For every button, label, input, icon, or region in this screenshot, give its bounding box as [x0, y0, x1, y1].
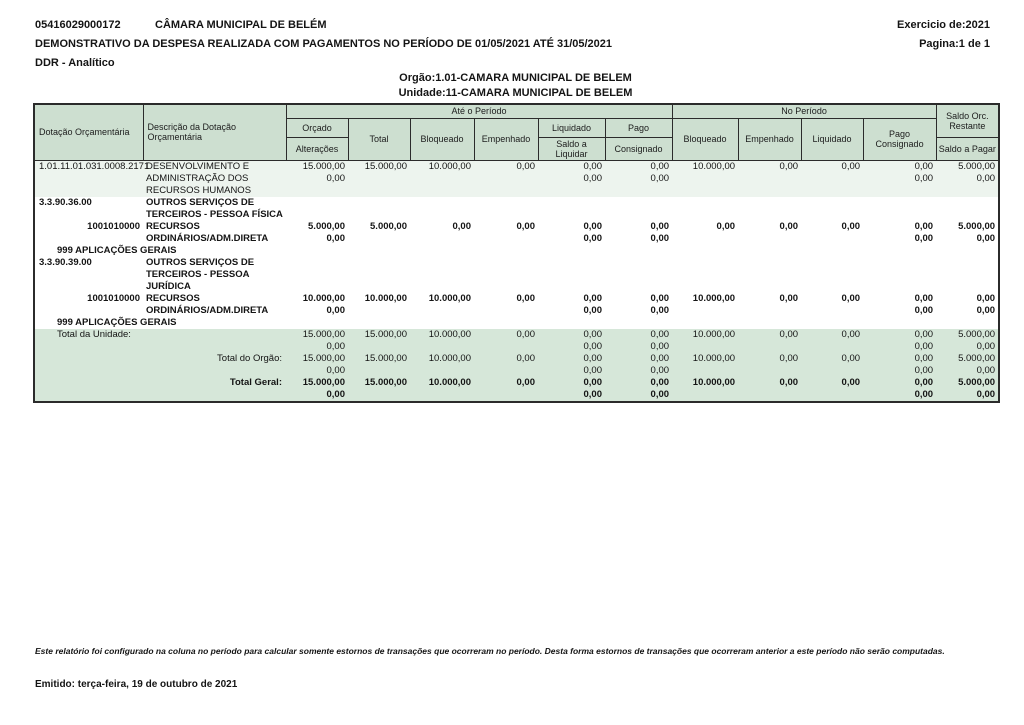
totals-value: 15.000,00 [348, 377, 410, 402]
row-value: 0,00 0,00 [863, 160, 936, 197]
row-value: 0,00 0,00 [583, 220, 602, 244]
totals-value: 10.000,00 [410, 377, 474, 402]
row-value: 0,00 [738, 160, 801, 197]
row-group-label: 999 APLICAÇÕES GERAIS [57, 244, 177, 256]
header-orcado: Orçado [286, 118, 348, 137]
header-group-ate-periodo: Até o Período [286, 104, 672, 118]
totals-value: 0,00 0,00 [863, 377, 936, 402]
table-row [34, 245, 999, 257]
totals-value: 0,00 [474, 377, 538, 402]
totals-row [34, 329, 999, 353]
row-value [474, 257, 538, 293]
row-value: 10.000,00 [428, 292, 471, 304]
table-row [34, 293, 999, 317]
header-alteracoes: Alterações [286, 137, 348, 160]
row-value [410, 197, 474, 221]
totals-value: 0,00 0,00 [605, 353, 672, 377]
header-saldo-orc-restante: Saldo Orc. Restante [936, 104, 999, 137]
footer-note: Este relatório foi configurado na coluna no período para calcular somente estornos de transações que ocorreram no período. Desta forma estornos de transações que ocorreram anterior a este período não serão computadas. [35, 646, 945, 656]
report-title: DEMONSTRATIVO DA DESPESA REALIZADA COM PAGAMENTOS NO PERÍODO DE 01/05/2021 ATÉ 31/05/2021 [35, 38, 613, 50]
row-value: 5.000,00 [370, 220, 407, 232]
table-totals [34, 329, 999, 402]
totals-value: 10.000,00 [672, 353, 738, 377]
orgao-line: Orgão:1.01-CAMARA MUNICIPAL DE BELEM [399, 72, 632, 84]
row-value: 0,00 [516, 220, 535, 232]
row-value: 10.000,00 [364, 292, 407, 304]
totals-value: 5.000,00 0,00 [936, 329, 999, 353]
header-total: Total [348, 118, 410, 160]
row-value [410, 257, 474, 293]
header-np-liquidado: Liquidado [801, 118, 863, 160]
totals-value: 0,00 0,00 [863, 353, 936, 377]
table-row [34, 257, 999, 293]
row-code: 1001010000 [87, 220, 140, 232]
totals-value: 0,00 0,00 [538, 377, 605, 402]
row-description: DESENVOLVIMENTO E ADMINISTRAÇÃO DOS RECURSOS HUMANOS [143, 160, 286, 197]
table-body [34, 160, 999, 329]
row-value: 0,00 [841, 292, 861, 304]
row-value [936, 197, 999, 221]
totals-value: 15.000,00 [348, 353, 410, 377]
row-value [738, 257, 801, 293]
row-value: 5.000,00 0,00 [308, 220, 345, 244]
totals-value: 0,00 0,00 [538, 329, 605, 353]
totals-value: 0,00 [474, 353, 538, 377]
company-code: 05416029000172 [35, 19, 121, 31]
row-value: 10.000,00 [692, 292, 736, 304]
row-value: 0,00 [801, 160, 863, 197]
totals-spacer [143, 329, 286, 353]
totals-value: 0,00 0,00 [863, 329, 936, 353]
totals-value: 0,00 0,00 [538, 353, 605, 377]
totals-value: 10.000,00 [410, 329, 474, 353]
emitted-date: Emitido: terça-feira, 19 de outubro de 2021 [35, 679, 238, 690]
header-consignado: Consignado [605, 137, 672, 160]
row-value: 0,00 0,00 [650, 292, 670, 316]
row-description: OUTROS SERVIÇOS DE TERCEIROS - PESSOA JURÍDICA [146, 256, 255, 292]
row-value: 0,00 [474, 160, 538, 197]
row-value: 0,00 0,00 [914, 220, 934, 244]
totals-value: 0,00 0,00 [605, 329, 672, 353]
totals-value: 5.000,00 0,00 [936, 377, 999, 402]
totals-row [34, 377, 999, 402]
totals-value: 15.000,00 0,00 [286, 377, 348, 402]
header-np-empenhado: Empenhado [738, 118, 801, 160]
page-number: Pagina:1 de 1 [919, 38, 990, 50]
row-value: 10.000,00 [410, 160, 474, 197]
row-value: 5.000,00 0,00 [936, 160, 999, 197]
table-row [34, 317, 999, 329]
totals-value: 0,00 [738, 353, 801, 377]
header-liquidado: Liquidado [538, 118, 605, 137]
row-value [474, 197, 538, 221]
row-code: 1.01.11.01.031.0008.2171 [34, 160, 143, 197]
row-value [672, 197, 738, 221]
totals-value: 0,00 [801, 377, 863, 402]
row-code: 3.3.90.39.00 [39, 256, 92, 268]
row-value [738, 197, 801, 221]
row-value [801, 197, 863, 221]
row-code: 3.3.90.36.00 [39, 196, 92, 208]
expense-table [33, 103, 1000, 403]
row-value [605, 257, 672, 293]
totals-value: 10.000,00 [672, 377, 738, 402]
row-value [286, 257, 348, 293]
header-group-no-periodo: No Período [672, 104, 936, 118]
totals-value: 0,00 0,00 [605, 377, 672, 402]
row-value: 0,00 [841, 220, 861, 232]
row-value: 0,00 0,00 [976, 292, 996, 316]
row-group-label: 999 APLICAÇÕES GERAIS [57, 316, 177, 328]
header-descricao: Descrição da Dotação Orçamentária [143, 104, 286, 160]
totals-value: 15.000,00 0,00 [286, 353, 348, 377]
totals-value: 0,00 [801, 353, 863, 377]
header-saldo-a-liquidar: Saldo a Liquidar [538, 137, 605, 160]
row-value [801, 257, 863, 293]
totals-value: 10.000,00 [672, 329, 738, 353]
company-name: CÂMARA MUNICIPAL DE BELÉM [155, 19, 327, 31]
totals-label: Total Geral: [34, 377, 286, 402]
totals-value: 15.000,00 0,00 [286, 329, 348, 353]
totals-row [34, 353, 999, 377]
totals-label: Total da Unidade: [34, 329, 143, 353]
report-subtitle: DDR - Analítico [35, 57, 115, 69]
row-value: 15.000,00 [348, 160, 410, 197]
row-value [348, 197, 410, 221]
row-value: 0,00 [516, 292, 535, 304]
header-empenhado: Empenhado [474, 118, 538, 160]
totals-value: 0,00 [738, 377, 801, 402]
table-row [34, 197, 999, 221]
row-value: 10.000,00 0,00 [302, 292, 345, 316]
table-header [34, 104, 999, 160]
header-bloqueado: Bloqueado [410, 118, 474, 160]
row-value [863, 197, 936, 221]
row-value [863, 257, 936, 293]
totals-value: 0,00 [738, 329, 801, 353]
row-value [348, 257, 410, 293]
row-value: 0,00 0,00 [583, 292, 602, 316]
row-value: 0,00 0,00 [538, 160, 605, 197]
row-value: 0,00 [716, 220, 736, 232]
header-pago: Pago [605, 118, 672, 137]
row-value: 0,00 0,00 [650, 220, 670, 244]
exercise-label: Exercicio de:2021 [897, 19, 990, 31]
row-value: 0,00 0,00 [914, 292, 934, 316]
row-value [936, 257, 999, 293]
totals-value: 0,00 [801, 329, 863, 353]
header-dotacao: Dotação Orçamentária [34, 104, 143, 160]
header-np-pago: Pago [889, 129, 911, 139]
row-value [538, 197, 605, 221]
row-value [538, 257, 605, 293]
header-np-bloqueado: Bloqueado [672, 118, 738, 160]
row-description: RECURSOS ORDINÁRIOS/ADM.DIRETA [146, 292, 269, 316]
unidade-line: Unidade:11-CAMARA MUNICIPAL DE BELEM [398, 87, 633, 99]
totals-label: Total do Orgão: [34, 353, 286, 377]
totals-value: 10.000,00 [410, 353, 474, 377]
row-value: 15.000,00 0,00 [286, 160, 348, 197]
row-value: 0,00 [779, 292, 799, 304]
row-value: 0,00 0,00 [605, 160, 672, 197]
row-description: OUTROS SERVIÇOS DE TERCEIROS - PESSOA FÍSICA [146, 196, 283, 220]
header-saldo-a-pagar: Saldo a Pagar [936, 137, 999, 160]
row-code: 1001010000 [87, 292, 140, 304]
row-value [672, 257, 738, 293]
totals-value: 5.000,00 0,00 [936, 353, 999, 377]
row-description: RECURSOS ORDINÁRIOS/ADM.DIRETA [146, 220, 269, 244]
row-value: 0,00 [452, 220, 471, 232]
header-np-consignado: Consignado [875, 139, 924, 149]
header-np-pago-consignado [863, 118, 936, 160]
table-row [34, 221, 999, 245]
row-value: 0,00 [779, 220, 799, 232]
row-value [286, 197, 348, 221]
totals-value: 15.000,00 [348, 329, 410, 353]
row-value: 5.000,00 0,00 [958, 220, 996, 244]
row-value: 10.000,00 [672, 160, 738, 197]
table-row [34, 160, 999, 197]
row-value [605, 197, 672, 221]
totals-value: 0,00 [474, 329, 538, 353]
